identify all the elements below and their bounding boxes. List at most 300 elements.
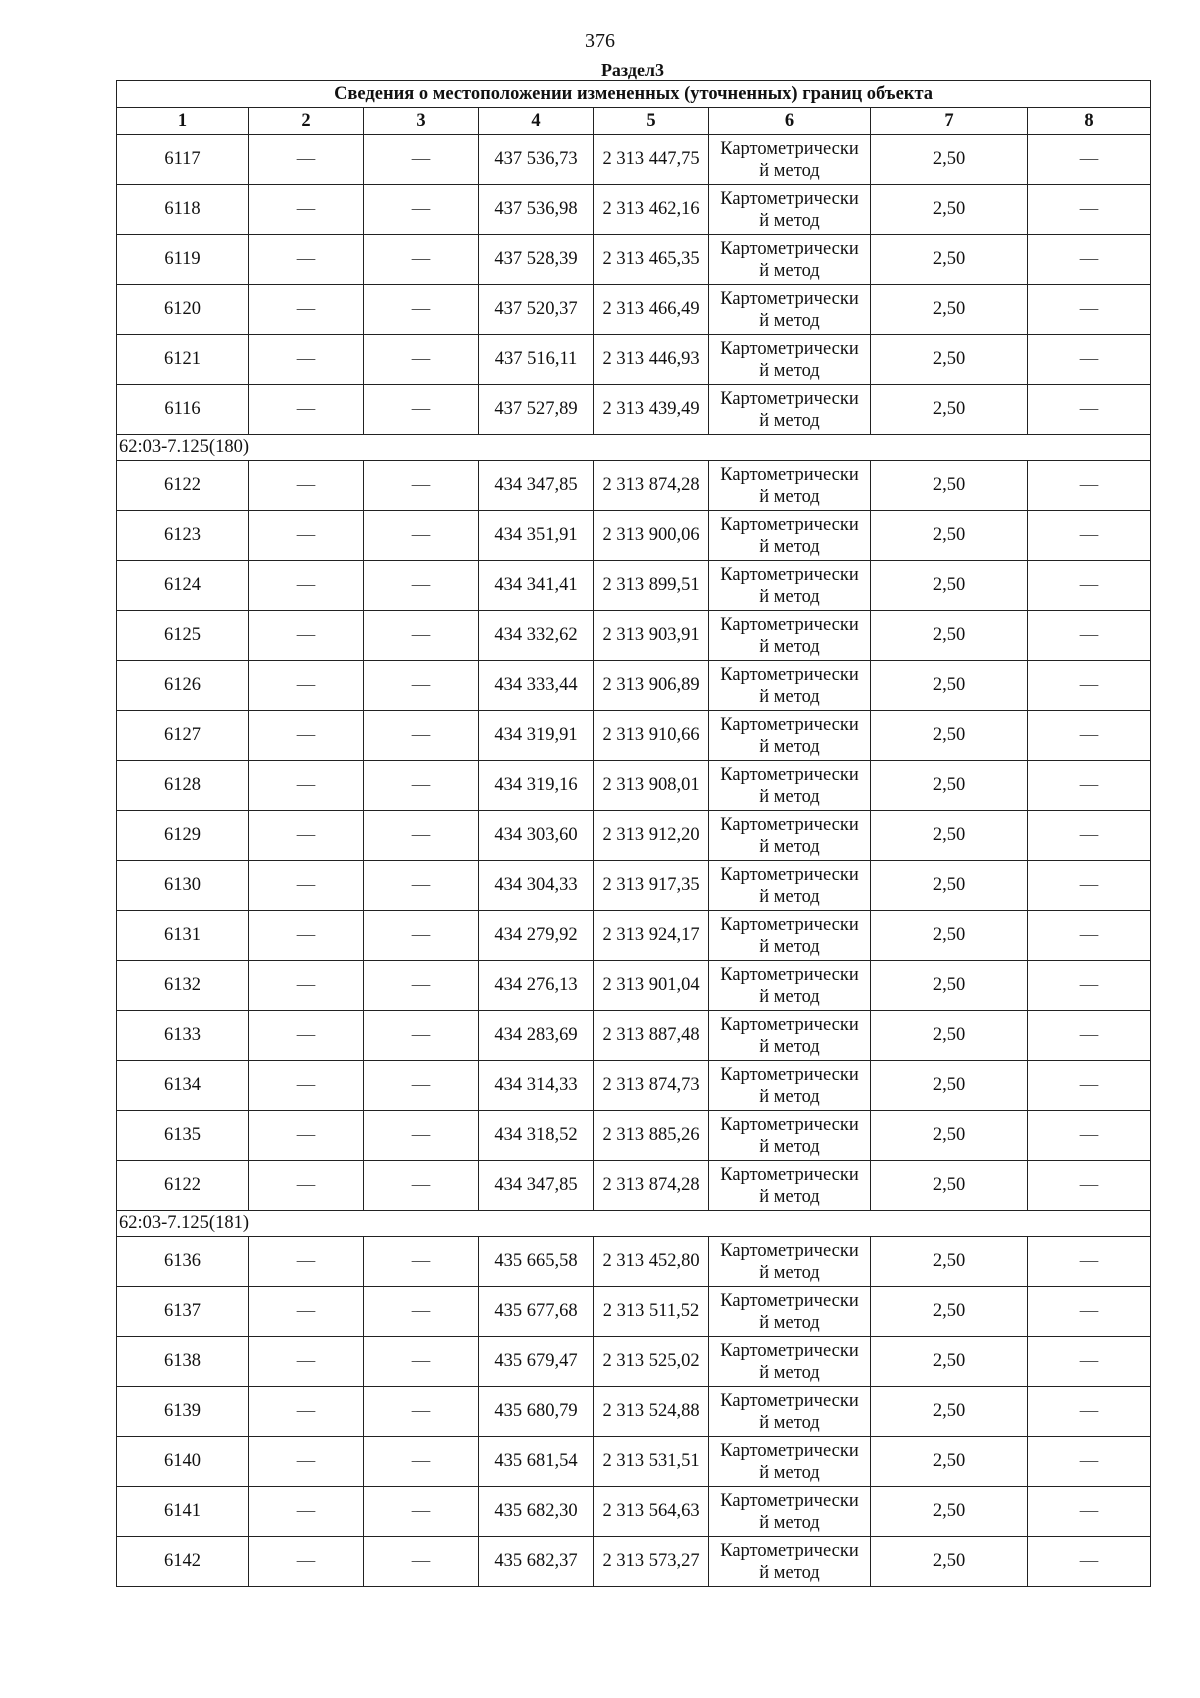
point-number-cell: 6122: [117, 461, 249, 511]
method-cell: [709, 961, 871, 1011]
column-2-cell: —: [249, 511, 364, 561]
method-text-line: й метод: [759, 310, 820, 331]
x-coordinate-cell: 434 318,52: [479, 1111, 594, 1161]
page-number: 376: [585, 30, 615, 52]
accuracy-cell: 2,50: [871, 511, 1028, 561]
method-text-line: й метод: [759, 1262, 820, 1283]
accuracy-cell: 2,50: [871, 1387, 1028, 1437]
x-coordinate-cell: 435 665,58: [479, 1237, 594, 1287]
column-header: 1: [117, 108, 249, 135]
point-number-cell: 6125: [117, 611, 249, 661]
accuracy-cell: 2,50: [871, 1161, 1028, 1211]
column-8-cell: —: [1028, 461, 1151, 511]
column-3-cell: —: [364, 1437, 479, 1487]
column-3-cell: —: [364, 1337, 479, 1387]
y-coordinate-cell: 2 313 447,75: [594, 135, 709, 185]
y-coordinate-cell: 2 313 439,49: [594, 385, 709, 435]
accuracy-cell: 2,50: [871, 1287, 1028, 1337]
column-2-cell: —: [249, 1237, 364, 1287]
column-3-cell: —: [364, 1061, 479, 1111]
accuracy-cell: 2,50: [871, 1437, 1028, 1487]
column-2-cell: —: [249, 1061, 364, 1111]
column-2-cell: —: [249, 811, 364, 861]
table-row: [117, 1537, 1151, 1587]
column-3-cell: —: [364, 1387, 479, 1437]
method-text-line: й метод: [759, 1186, 820, 1207]
column-header: 5: [594, 108, 709, 135]
x-coordinate-cell: 435 679,47: [479, 1337, 594, 1387]
method-text-line: Картометрически: [720, 1490, 859, 1511]
method-text-line: й метод: [759, 486, 820, 507]
method-text-line: Картометрически: [720, 814, 859, 835]
point-number-cell: 6135: [117, 1111, 249, 1161]
method-text-line: Картометрически: [720, 514, 859, 535]
column-8-cell: —: [1028, 561, 1151, 611]
accuracy-cell: 2,50: [871, 1337, 1028, 1387]
column-2-cell: —: [249, 911, 364, 961]
column-2-cell: —: [249, 1387, 364, 1437]
section-title: Раздел3: [600, 60, 665, 80]
column-3-cell: —: [364, 561, 479, 611]
cadastral-group-label: 62:03-7.125(181): [117, 1211, 1151, 1237]
column-2-cell: —: [249, 285, 364, 335]
column-8-cell: —: [1028, 611, 1151, 661]
y-coordinate-cell: 2 313 908,01: [594, 761, 709, 811]
column-2-cell: —: [249, 1287, 364, 1337]
accuracy-cell: 2,50: [871, 561, 1028, 611]
method-cell: [709, 1061, 871, 1111]
column-8-cell: —: [1028, 1287, 1151, 1337]
x-coordinate-cell: 437 536,98: [479, 185, 594, 235]
x-coordinate-cell: 435 682,37: [479, 1537, 594, 1587]
point-number-cell: 6134: [117, 1061, 249, 1111]
column-8-cell: —: [1028, 811, 1151, 861]
method-text-line: й метод: [759, 1462, 820, 1483]
table-row: [117, 961, 1151, 1011]
column-8-cell: —: [1028, 1011, 1151, 1061]
method-cell: [709, 185, 871, 235]
accuracy-cell: 2,50: [871, 335, 1028, 385]
column-2-cell: —: [249, 135, 364, 185]
point-number-cell: 6137: [117, 1287, 249, 1337]
point-number-cell: 6121: [117, 335, 249, 385]
column-header: 4: [479, 108, 594, 135]
table-row: [117, 661, 1151, 711]
point-number-cell: 6124: [117, 561, 249, 611]
x-coordinate-cell: 435 680,79: [479, 1387, 594, 1437]
y-coordinate-cell: 2 313 511,52: [594, 1287, 709, 1337]
point-number-cell: 6117: [117, 135, 249, 185]
column-3-cell: —: [364, 1237, 479, 1287]
point-number-cell: 6142: [117, 1537, 249, 1587]
column-3-cell: —: [364, 711, 479, 761]
method-text-line: Картометрически: [720, 864, 859, 885]
column-8-cell: —: [1028, 1387, 1151, 1437]
column-3-cell: —: [364, 1287, 479, 1337]
table-row: [117, 235, 1151, 285]
method-cell: [709, 861, 871, 911]
method-text-line: Картометрически: [720, 914, 859, 935]
method-text-line: й метод: [759, 410, 820, 431]
column-header: 7: [871, 108, 1028, 135]
column-8-cell: —: [1028, 861, 1151, 911]
table-row: [117, 285, 1151, 335]
column-3-cell: —: [364, 811, 479, 861]
point-number-cell: 6140: [117, 1437, 249, 1487]
method-text-line: Картометрически: [720, 1440, 859, 1461]
point-number-cell: 6131: [117, 911, 249, 961]
method-text-line: й метод: [759, 1562, 820, 1583]
accuracy-cell: 2,50: [871, 385, 1028, 435]
column-3-cell: —: [364, 961, 479, 1011]
y-coordinate-cell: 2 313 912,20: [594, 811, 709, 861]
column-8-cell: —: [1028, 761, 1151, 811]
table-row: [117, 861, 1151, 911]
method-text-line: й метод: [759, 786, 820, 807]
column-3-cell: —: [364, 385, 479, 435]
x-coordinate-cell: 437 516,11: [479, 335, 594, 385]
y-coordinate-cell: 2 313 906,89: [594, 661, 709, 711]
method-cell: [709, 1387, 871, 1437]
column-2-cell: —: [249, 961, 364, 1011]
method-cell: [709, 1337, 871, 1387]
x-coordinate-cell: 437 528,39: [479, 235, 594, 285]
column-8-cell: —: [1028, 1237, 1151, 1287]
point-number-cell: 6123: [117, 511, 249, 561]
accuracy-cell: 2,50: [871, 185, 1028, 235]
accuracy-cell: 2,50: [871, 461, 1028, 511]
x-coordinate-cell: 437 527,89: [479, 385, 594, 435]
column-3-cell: —: [364, 135, 479, 185]
column-3-cell: —: [364, 761, 479, 811]
column-2-cell: —: [249, 711, 364, 761]
method-cell: [709, 611, 871, 661]
method-cell: [709, 385, 871, 435]
table-row: [117, 1287, 1151, 1337]
method-cell: [709, 761, 871, 811]
column-2-cell: —: [249, 561, 364, 611]
column-2-cell: —: [249, 185, 364, 235]
x-coordinate-cell: 434 283,69: [479, 1011, 594, 1061]
y-coordinate-cell: 2 313 874,28: [594, 1161, 709, 1211]
method-cell: [709, 461, 871, 511]
x-coordinate-cell: 435 677,68: [479, 1287, 594, 1337]
method-cell: [709, 811, 871, 861]
method-cell: [709, 1237, 871, 1287]
y-coordinate-cell: 2 313 900,06: [594, 511, 709, 561]
column-2-cell: —: [249, 335, 364, 385]
column-header: 6: [709, 108, 871, 135]
method-cell: [709, 661, 871, 711]
y-coordinate-cell: 2 313 924,17: [594, 911, 709, 961]
column-8-cell: —: [1028, 135, 1151, 185]
table-row: [117, 335, 1151, 385]
table-row: [117, 1011, 1151, 1061]
table-caption: Сведения о местоположении измененных (уточненных) границ объекта: [117, 81, 1151, 108]
method-text-line: й метод: [759, 836, 820, 857]
point-number-cell: 6118: [117, 185, 249, 235]
method-text-line: й метод: [759, 686, 820, 707]
point-number-cell: 6132: [117, 961, 249, 1011]
column-2-cell: —: [249, 611, 364, 661]
method-cell: [709, 511, 871, 561]
point-number-cell: 6136: [117, 1237, 249, 1287]
method-text-line: Картометрически: [720, 138, 859, 159]
method-cell: [709, 1487, 871, 1537]
table-row: [117, 1337, 1151, 1387]
column-2-cell: —: [249, 1161, 364, 1211]
accuracy-cell: 2,50: [871, 1487, 1028, 1537]
method-cell: [709, 135, 871, 185]
method-text-line: Картометрически: [720, 1240, 859, 1261]
column-header: 3: [364, 108, 479, 135]
column-8-cell: —: [1028, 1337, 1151, 1387]
y-coordinate-cell: 2 313 573,27: [594, 1537, 709, 1587]
accuracy-cell: 2,50: [871, 1061, 1028, 1111]
point-number-cell: 6120: [117, 285, 249, 335]
method-text-line: Картометрически: [720, 388, 859, 409]
point-number-cell: 6128: [117, 761, 249, 811]
method-text-line: Картометрически: [720, 1340, 859, 1361]
method-text-line: й метод: [759, 210, 820, 231]
y-coordinate-cell: 2 313 899,51: [594, 561, 709, 611]
column-3-cell: —: [364, 611, 479, 661]
table-row: [117, 385, 1151, 435]
column-8-cell: —: [1028, 711, 1151, 761]
y-coordinate-cell: 2 313 531,51: [594, 1437, 709, 1487]
method-text-line: Картометрически: [720, 764, 859, 785]
y-coordinate-cell: 2 313 903,91: [594, 611, 709, 661]
table-row: [117, 1111, 1151, 1161]
point-number-cell: 6119: [117, 235, 249, 285]
table-row: [117, 1437, 1151, 1487]
x-coordinate-cell: 435 682,30: [479, 1487, 594, 1537]
method-cell: [709, 1287, 871, 1337]
accuracy-cell: 2,50: [871, 135, 1028, 185]
column-3-cell: —: [364, 511, 479, 561]
method-text-line: й метод: [759, 936, 820, 957]
x-coordinate-cell: 434 351,91: [479, 511, 594, 561]
table-row: [117, 561, 1151, 611]
x-coordinate-cell: 434 304,33: [479, 861, 594, 911]
table-row: [117, 1487, 1151, 1537]
method-text-line: Картометрически: [720, 1290, 859, 1311]
y-coordinate-cell: 2 313 525,02: [594, 1337, 709, 1387]
x-coordinate-cell: 435 681,54: [479, 1437, 594, 1487]
method-text-line: Картометрически: [720, 1390, 859, 1411]
column-2-cell: —: [249, 1487, 364, 1537]
method-text-line: Картометрически: [720, 714, 859, 735]
column-2-cell: —: [249, 1011, 364, 1061]
x-coordinate-cell: 434 347,85: [479, 1161, 594, 1211]
column-header: 8: [1028, 108, 1151, 135]
y-coordinate-cell: 2 313 874,73: [594, 1061, 709, 1111]
table-row: [117, 611, 1151, 661]
column-3-cell: —: [364, 335, 479, 385]
method-text-line: Картометрически: [720, 188, 859, 209]
y-coordinate-cell: 2 313 901,04: [594, 961, 709, 1011]
x-coordinate-cell: 437 520,37: [479, 285, 594, 335]
point-number-cell: 6139: [117, 1387, 249, 1437]
point-number-cell: 6138: [117, 1337, 249, 1387]
method-text-line: й метод: [759, 1036, 820, 1057]
accuracy-cell: 2,50: [871, 235, 1028, 285]
y-coordinate-cell: 2 313 466,49: [594, 285, 709, 335]
column-2-cell: —: [249, 385, 364, 435]
point-number-cell: 6141: [117, 1487, 249, 1537]
table-row: [117, 461, 1151, 511]
x-coordinate-cell: 434 347,85: [479, 461, 594, 511]
method-text-line: Картометрически: [720, 1540, 859, 1561]
point-number-cell: 6129: [117, 811, 249, 861]
method-text-line: й метод: [759, 160, 820, 181]
y-coordinate-cell: 2 313 564,63: [594, 1487, 709, 1537]
column-8-cell: —: [1028, 511, 1151, 561]
method-cell: [709, 335, 871, 385]
x-coordinate-cell: 437 536,73: [479, 135, 594, 185]
column-8-cell: —: [1028, 1537, 1151, 1587]
method-text-line: Картометрически: [720, 288, 859, 309]
column-8-cell: —: [1028, 1437, 1151, 1487]
accuracy-cell: 2,50: [871, 911, 1028, 961]
y-coordinate-cell: 2 313 917,35: [594, 861, 709, 911]
accuracy-cell: 2,50: [871, 1011, 1028, 1061]
x-coordinate-cell: 434 276,13: [479, 961, 594, 1011]
x-coordinate-cell: 434 319,16: [479, 761, 594, 811]
method-cell: [709, 911, 871, 961]
accuracy-cell: 2,50: [871, 761, 1028, 811]
column-3-cell: —: [364, 235, 479, 285]
method-cell: [709, 235, 871, 285]
method-cell: [709, 711, 871, 761]
point-number-cell: 6133: [117, 1011, 249, 1061]
column-2-cell: —: [249, 761, 364, 811]
method-text-line: Картометрически: [720, 238, 859, 259]
method-text-line: Картометрически: [720, 1114, 859, 1135]
column-8-cell: —: [1028, 1487, 1151, 1537]
column-3-cell: —: [364, 1011, 479, 1061]
table-row: [117, 761, 1151, 811]
y-coordinate-cell: 2 313 887,48: [594, 1011, 709, 1061]
method-text-line: Картометрически: [720, 564, 859, 585]
method-text-line: Картометрически: [720, 664, 859, 685]
column-2-cell: —: [249, 1437, 364, 1487]
column-8-cell: —: [1028, 335, 1151, 385]
x-coordinate-cell: 434 279,92: [479, 911, 594, 961]
method-text-line: Картометрически: [720, 614, 859, 635]
method-cell: [709, 285, 871, 335]
accuracy-cell: 2,50: [871, 961, 1028, 1011]
method-cell: [709, 561, 871, 611]
column-8-cell: —: [1028, 285, 1151, 335]
x-coordinate-cell: 434 341,41: [479, 561, 594, 611]
table-body: [117, 135, 1151, 1587]
column-2-cell: —: [249, 1537, 364, 1587]
method-text-line: й метод: [759, 986, 820, 1007]
column-2-cell: —: [249, 661, 364, 711]
column-header: 2: [249, 108, 364, 135]
column-8-cell: —: [1028, 1161, 1151, 1211]
y-coordinate-cell: 2 313 446,93: [594, 335, 709, 385]
table-row: [117, 1161, 1151, 1211]
x-coordinate-cell: 434 333,44: [479, 661, 594, 711]
column-2-cell: —: [249, 861, 364, 911]
table-row: [117, 1061, 1151, 1111]
y-coordinate-cell: 2 313 874,28: [594, 461, 709, 511]
table-row: [117, 511, 1151, 561]
group-header-row: [117, 435, 1151, 461]
method-text-line: й метод: [759, 360, 820, 381]
point-number-cell: 6127: [117, 711, 249, 761]
column-3-cell: —: [364, 1111, 479, 1161]
table-row: [117, 911, 1151, 961]
y-coordinate-cell: 2 313 465,35: [594, 235, 709, 285]
column-3-cell: —: [364, 911, 479, 961]
column-8-cell: —: [1028, 235, 1151, 285]
y-coordinate-cell: 2 313 462,16: [594, 185, 709, 235]
method-text-line: Картометрически: [720, 464, 859, 485]
column-3-cell: —: [364, 1161, 479, 1211]
table-row: [117, 135, 1151, 185]
y-coordinate-cell: 2 313 885,26: [594, 1111, 709, 1161]
method-text-line: й метод: [759, 260, 820, 281]
column-8-cell: —: [1028, 661, 1151, 711]
method-text-line: й метод: [759, 886, 820, 907]
table-row: [117, 811, 1151, 861]
method-text-line: Картометрически: [720, 1064, 859, 1085]
method-text-line: й метод: [759, 1086, 820, 1107]
method-text-line: й метод: [759, 586, 820, 607]
accuracy-cell: 2,50: [871, 611, 1028, 661]
y-coordinate-cell: 2 313 452,80: [594, 1237, 709, 1287]
x-coordinate-cell: 434 314,33: [479, 1061, 594, 1111]
point-number-cell: 6122: [117, 1161, 249, 1211]
accuracy-cell: 2,50: [871, 811, 1028, 861]
accuracy-cell: 2,50: [871, 1237, 1028, 1287]
accuracy-cell: 2,50: [871, 1111, 1028, 1161]
column-8-cell: —: [1028, 1111, 1151, 1161]
x-coordinate-cell: 434 332,62: [479, 611, 594, 661]
point-number-cell: 6130: [117, 861, 249, 911]
method-cell: [709, 1111, 871, 1161]
column-number-row: [117, 108, 1151, 135]
method-text-line: Картометрически: [720, 1164, 859, 1185]
table-row: [117, 1237, 1151, 1287]
method-text-line: Картометрически: [720, 338, 859, 359]
x-coordinate-cell: 434 303,60: [479, 811, 594, 861]
method-text-line: Картометрически: [720, 964, 859, 985]
group-header-row: [117, 1211, 1151, 1237]
x-coordinate-cell: 434 319,91: [479, 711, 594, 761]
column-3-cell: —: [364, 861, 479, 911]
column-8-cell: —: [1028, 911, 1151, 961]
method-text-line: й метод: [759, 1412, 820, 1433]
accuracy-cell: 2,50: [871, 861, 1028, 911]
boundary-coordinates-table: [116, 80, 1151, 1587]
method-cell: [709, 1161, 871, 1211]
method-cell: [709, 1011, 871, 1061]
accuracy-cell: 2,50: [871, 661, 1028, 711]
method-text-line: й метод: [759, 1362, 820, 1383]
column-2-cell: —: [249, 1111, 364, 1161]
column-3-cell: —: [364, 1537, 479, 1587]
method-text-line: й метод: [759, 536, 820, 557]
cadastral-group-label: 62:03-7.125(180): [117, 435, 1151, 461]
point-number-cell: 6126: [117, 661, 249, 711]
method-cell: [709, 1437, 871, 1487]
column-8-cell: —: [1028, 185, 1151, 235]
y-coordinate-cell: 2 313 524,88: [594, 1387, 709, 1437]
